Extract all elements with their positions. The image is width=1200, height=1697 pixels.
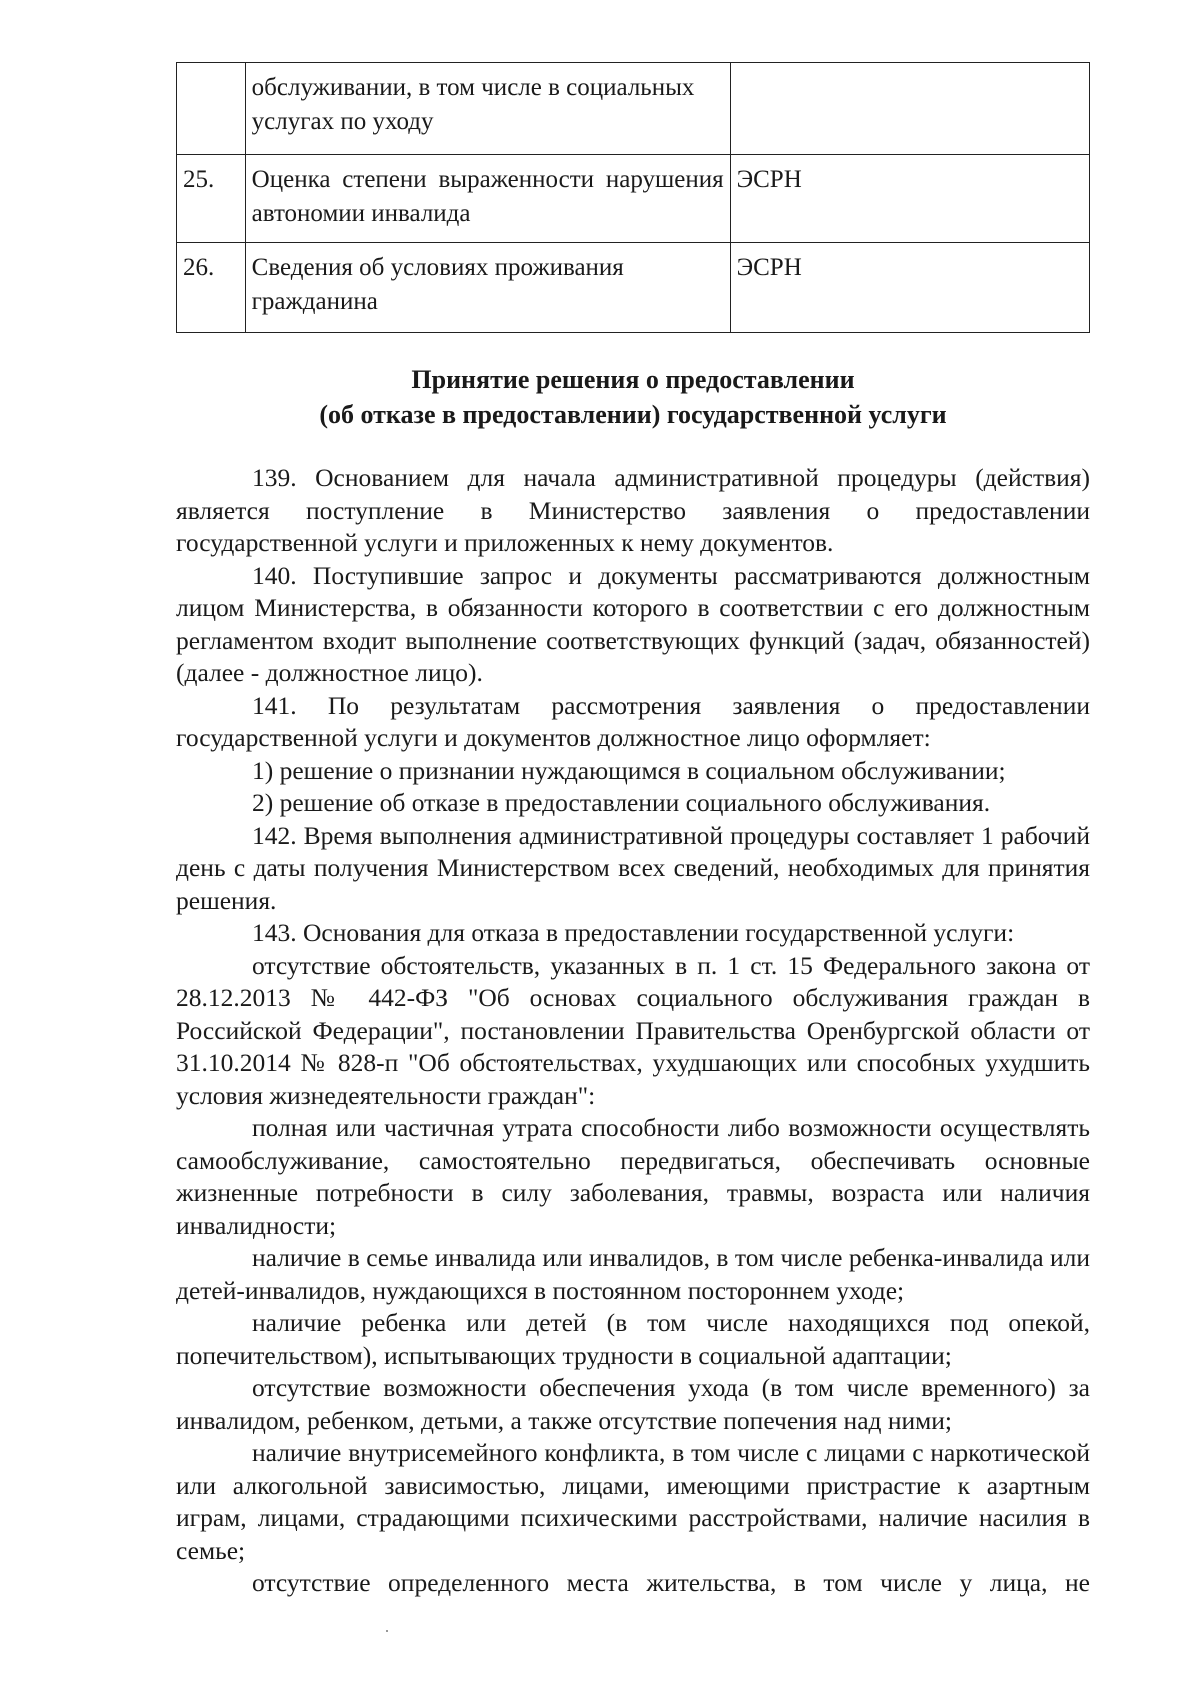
paragraph: 1) решение о признании нуждающимся в социальном обслуживании;	[252, 755, 1006, 785]
scan-speck	[386, 1630, 388, 1632]
heading-line-2: (об отказе в предоставлении) государственной услуги	[319, 400, 947, 429]
paragraph: 142. Время выполнения административной процедуры составляет 1 рабочий день с даты получения Министерством всех сведений, необходимых для принятия решения.	[176, 820, 1090, 915]
row-number: 25.	[177, 155, 246, 243]
heading-line-1: Принятие решения о предоставлении	[411, 365, 855, 394]
row-number: 26.	[177, 243, 246, 333]
paragraph: полная или частичная утрата способности либо возможности осуществлять самообслуживание, самостоятельно передвигаться, обеспечивать основные жизненные потребности в силу заболевания, травмы, возраста или наличия инвалидности;	[176, 1113, 1090, 1240]
table-row	[177, 63, 1090, 155]
row-name: Сведения об условиях проживания гражданина	[245, 243, 730, 333]
paragraph: 140. Поступившие запрос и документы рассматриваются должностным лицом Министерства, в обязанности которого в соответствии с его должностным регламентом входит выполнение соответствующих функций (задач, обязанностей) (далее - должностное лицо).	[176, 560, 1090, 687]
body-text	[176, 462, 1090, 1600]
paragraph: наличие внутрисемейного конфликта, в том числе с лицами с наркотической или алкогольной зависимостью, лицами, имеющими пристрастие к азартным играм, лицами, страдающими психическими расстройствами, наличие насилия в семье;	[176, 1438, 1090, 1565]
paragraph: отсутствие возможности обеспечения ухода (в том числе временного) за инвалидом, ребенком, детьми, а также отсутствие попечения над ними;	[176, 1373, 1090, 1435]
paragraph: наличие в семье инвалида или инвалидов, в том числе ребенка-инвалида или детей-инвалидов, нуждающихся в постоянном постороннем уходе;	[176, 1243, 1090, 1305]
row-name: Оценка степени выраженности нарушения автономии инвалида	[245, 155, 730, 243]
data-sources-table	[176, 62, 1090, 333]
paragraph: 143. Основания для отказа в предоставлении государственной услуги:	[252, 918, 1015, 947]
paragraph: 2) решение об отказе в предоставлении социального обслуживания.	[252, 788, 991, 817]
paragraph: 141. По результатам рассмотрения заявления о предоставлении государственной услуги и документов должностное лицо оформляет:	[176, 690, 1090, 752]
row-source	[730, 63, 1089, 155]
paragraph: наличие ребенка или детей (в том числе находящихся под опекой, попечительством), испытывающих трудности в социальной адаптации;	[176, 1308, 1090, 1370]
table-row	[177, 243, 1090, 333]
row-source: ЭСРН	[730, 155, 1089, 243]
row-name: обслуживании, в том числе в социальных услугах по уходу	[245, 63, 730, 155]
paragraph: отсутствие обстоятельств, указанных в п. 1 ст. 15 Федерального закона от 28.12.2013 № 442-ФЗ "Об основах социального обслуживания граждан в Российской Федерации", постановлении Правительства Оренбургской области от 31.10.2014 № 828-п "Об обстоятельствах, ухудшающих или способных ухудшить условия жизнедеятельности граждан":	[176, 950, 1090, 1110]
section-heading	[176, 362, 1090, 432]
paragraph: 139. Основанием для начала административной процедуры (действия) является поступление в Министерство заявления о предоставлении государственной услуги и приложенных к нему документов.	[176, 463, 1090, 557]
row-source: ЭСРН	[730, 243, 1089, 333]
paragraph: отсутствие определенного места жительства, в том числе у лица, не	[252, 1568, 1090, 1597]
row-number	[177, 63, 246, 155]
table-row	[177, 155, 1090, 243]
